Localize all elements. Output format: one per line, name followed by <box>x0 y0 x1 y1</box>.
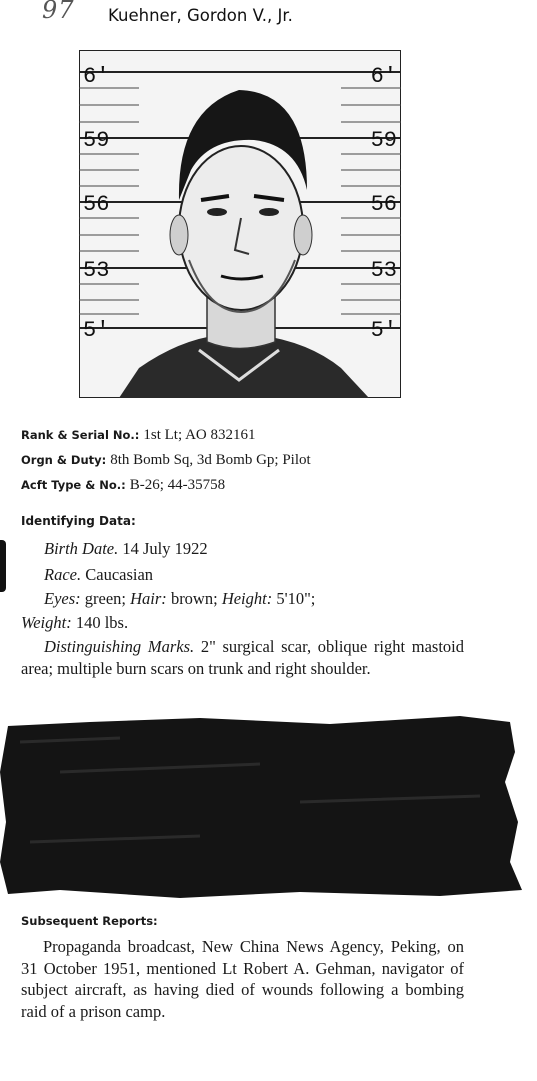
subsequent-reports-text: Propaganda broadcast, New China News Agency, Peking, on 31 October 1951, mentioned Lt Robert A. Gehman, navigator of subject aircraft, as having died of wounds following a bombing raid of a prison camp. <box>21 937 464 1021</box>
mugshot-photo <box>79 50 401 398</box>
birth-date-value: 14 July 1922 <box>122 539 208 558</box>
aircraft-row <box>21 476 225 494</box>
height-label-right: 6' <box>370 64 397 89</box>
height-label-left: 6' <box>83 64 110 89</box>
height-label-left: 56 <box>83 192 110 217</box>
eyes-hair-height-line <box>44 588 315 610</box>
height-label-right: 56 <box>370 192 397 217</box>
height-label-left: 5' <box>83 318 110 343</box>
race-value: Caucasian <box>85 565 154 584</box>
distinguishing-marks-label: Distinguishing Marks. <box>44 637 195 656</box>
orgn-duty-label: Orgn & Duty: <box>21 453 107 467</box>
redaction-block <box>0 712 537 902</box>
distinguishing-marks <box>21 636 464 680</box>
rank-serial-row <box>21 426 255 444</box>
eyes-label: Eyes: <box>44 589 81 608</box>
height-label-right: 59 <box>370 128 397 153</box>
eyes-value: green; <box>84 589 127 608</box>
rank-serial-value: 1st Lt; AO 832161 <box>143 427 256 443</box>
height-label-right: 53 <box>370 258 397 283</box>
hair-value: brown; <box>170 589 218 608</box>
height-label: Height: <box>221 589 273 608</box>
height-label-left: 53 <box>83 258 110 283</box>
height-label-left: 59 <box>83 128 110 153</box>
race-label: Race. <box>44 565 82 584</box>
weight-value: 140 lbs. <box>75 613 129 632</box>
distinguishing-marks-value: 2" surgical scar, oblique right mastoid area; multiple burn scars on trunk and right shoulder. <box>21 637 464 678</box>
birth-date-label: Birth Date. <box>44 539 119 558</box>
weight-line <box>21 612 128 634</box>
orgn-duty-value: 8th Bomb Sq, 3d Bomb Gp; Pilot <box>110 452 311 468</box>
aircraft-label: Acft Type & No.: <box>21 478 126 492</box>
subsequent-reports-heading: Subsequent Reports: <box>21 914 158 928</box>
rank-serial-label: Rank & Serial No.: <box>21 428 140 442</box>
height-label-right: 5' <box>370 318 397 343</box>
orgn-duty-row <box>21 451 311 469</box>
hair-label: Hair: <box>130 589 167 608</box>
identifying-data-heading: Identifying Data: <box>21 514 136 528</box>
birth-date-line <box>44 538 208 560</box>
margin-mark <box>0 540 6 592</box>
height-value: 5'10"; <box>276 589 316 608</box>
handwritten-number: 97 <box>42 0 75 24</box>
weight-label: Weight: <box>21 613 72 632</box>
aircraft-value: B-26; 44-35758 <box>129 477 226 493</box>
race-line <box>44 564 153 586</box>
person-name: Kuehner, Gordon V., Jr. <box>108 6 293 25</box>
